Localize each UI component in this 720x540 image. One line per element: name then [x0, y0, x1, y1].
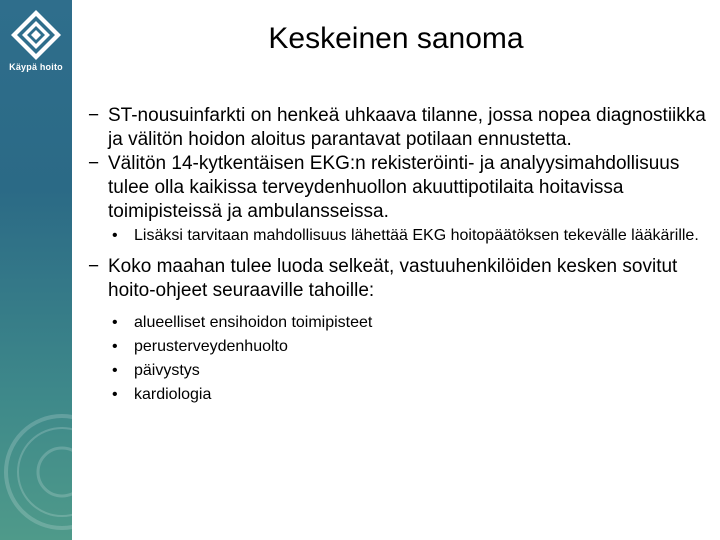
bullet-text: ST-nousuinfarkti on henkeä uhkaava tilanne, jossa nopea diagnostiikka ja välitön hoidon aloitus parantavat potilaan ennustetta. — [108, 105, 706, 150]
list-item-text: päivystys — [134, 362, 200, 379]
bullet-marker: − — [88, 105, 100, 126]
bullet-text: Välitön 14-kytkentäisen EKG:n rekisteröinti- ja analyysimahdollisuus tulee olla kaikissa terveydenhuollon akuuttipotilaita hoitavissa toimipisteissä ja ambulansseissa. — [108, 153, 680, 222]
sub-bullet-marker: • — [112, 338, 118, 355]
medicorum-seal-icon — [2, 412, 122, 532]
slide-content — [88, 104, 708, 407]
sub-bullet-marker: • — [112, 314, 118, 331]
list-item — [88, 383, 708, 407]
sub-bullet-marker: • — [112, 386, 118, 403]
list-item — [88, 359, 708, 383]
bullet-marker: − — [88, 256, 100, 277]
sub-bullet-marker: • — [112, 362, 118, 379]
bullet-text: Koko maahan tulee luoda selkeät, vastuuhenkilöiden kesken sovitut hoito-ohjeet seuraaville tahoille: — [108, 256, 678, 301]
sub-list — [88, 311, 708, 407]
sidebar — [0, 0, 72, 540]
kaypa-hoito-logo — [8, 8, 64, 74]
list-item — [88, 311, 708, 335]
list-item-text: kardiologia — [134, 386, 212, 403]
list-item-text: alueelliset ensihoidon toimipisteet — [134, 314, 373, 331]
bullet-item — [88, 152, 708, 224]
page-title: Keskeinen sanoma — [268, 22, 524, 55]
sub-bullet-item — [88, 227, 708, 245]
sub-bullet-marker: • — [112, 227, 118, 244]
logo-text: Käypä hoito — [9, 62, 63, 72]
list-item-text: perusterveydenhuolto — [134, 338, 288, 355]
bullet-marker: − — [88, 153, 100, 174]
bullet-item — [88, 255, 708, 303]
list-item — [88, 335, 708, 359]
bullet-item — [88, 104, 708, 152]
sub-bullet-text: Lisäksi tarvitaan mahdollisuus lähettää EKG hoitopäätöksen tekevälle lääkärille. — [134, 227, 699, 244]
diamond-logo-icon — [8, 8, 64, 62]
